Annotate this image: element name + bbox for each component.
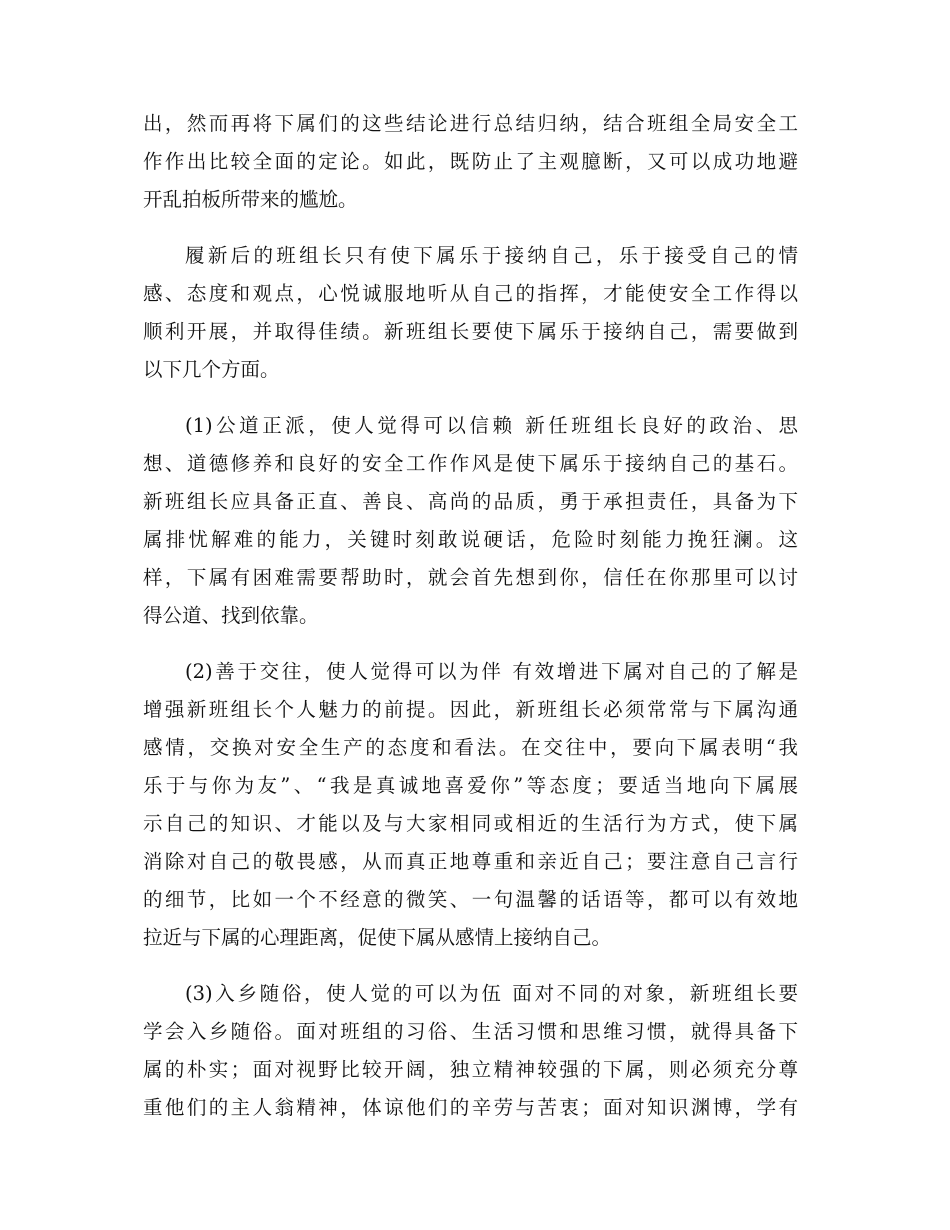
text-line: 消除对自己的敬畏感，从而真正地尊重和亲近自己；要注意自己言行 bbox=[143, 850, 798, 873]
text-line: 属的朴实；面对视野比较开阔，独立精神较强的下属，则必须充分尊 bbox=[143, 1058, 798, 1081]
text-line: (3)入乡随俗，使人觉的可以为伍 面对不同的对象，新班组长要 bbox=[185, 982, 798, 1005]
text-line: 履新后的班组长只有使下属乐于接纳自己，乐于接受自己的情 bbox=[185, 244, 798, 267]
text-line: 以下几个方面。 bbox=[143, 358, 280, 381]
text-line: 增强新班组长个人魅力的前提。因此，新班组长必须常常与下属沟通 bbox=[143, 698, 798, 721]
text-line: 样，下属有困难需要帮助时，就会首先想到你，信任在你那里可以讨 bbox=[143, 566, 798, 589]
paragraph-intro bbox=[143, 237, 798, 389]
text-line: 乐于与你为友”、“我是真诚地喜爱你”等态度；要适当地向下属展 bbox=[143, 774, 798, 797]
text-line: 作作出比较全面的定论。如此，既防止了主观臆断，又可以成功地避 bbox=[143, 150, 798, 173]
paragraph-item-2 bbox=[143, 653, 798, 957]
text-line: 重他们的主人翁精神，体谅他们的辛劳与苦衷；面对知识渊博，学有 bbox=[143, 1096, 798, 1119]
text-line: 出，然而再将下属们的这些结论进行总结归纳，结合班组全局安全工 bbox=[143, 112, 798, 135]
paragraph-item-3 bbox=[143, 975, 798, 1127]
paragraph-conclusion bbox=[143, 105, 798, 219]
text-line: 的细节，比如一个不经意的微笑、一句温馨的话语等，都可以有效地 bbox=[143, 888, 798, 911]
text-line: (2)善于交往，使人觉得可以为伴 有效增进下属对自己的了解是 bbox=[185, 660, 798, 683]
text-line: 想、道德修养和良好的安全工作作风是使下属乐于接纳自己的基石。 bbox=[143, 452, 798, 475]
text-line: 感、态度和观点，心悦诚服地听从自己的指挥，才能使安全工作得以 bbox=[143, 282, 798, 305]
text-line: 拉近与下属的心理距离，促使下属从感情上接纳自己。 bbox=[143, 926, 612, 949]
text-line: (1)公道正派，使人觉得可以信赖 新任班组长良好的政治、思 bbox=[185, 414, 798, 437]
text-line: 属排忧解难的能力，关键时刻敢说硬话，危险时刻能力挽狂澜。这 bbox=[143, 528, 798, 551]
text-line: 学会入乡随俗。面对班组的习俗、生活习惯和思维习惯，就得具备下 bbox=[143, 1020, 798, 1043]
text-line: 新班组长应具备正直、善良、高尚的品质，勇于承担责任，具备为下 bbox=[143, 490, 798, 513]
paragraph-item-1 bbox=[143, 407, 798, 635]
text-line: 顺利开展，并取得佳绩。新班组长要使下属乐于接纳自己，需要做到 bbox=[143, 320, 798, 343]
text-line: 示自己的知识、才能以及与大家相同或相近的生活行为方式，使下属 bbox=[143, 812, 798, 835]
document-page bbox=[143, 105, 798, 1127]
text-line: 开乱拍板所带来的尴尬。 bbox=[143, 188, 358, 211]
text-line: 感情，交换对安全生产的态度和看法。在交往中，要向下属表明“我 bbox=[143, 736, 798, 759]
text-line: 得公道、找到依靠。 bbox=[143, 604, 319, 627]
